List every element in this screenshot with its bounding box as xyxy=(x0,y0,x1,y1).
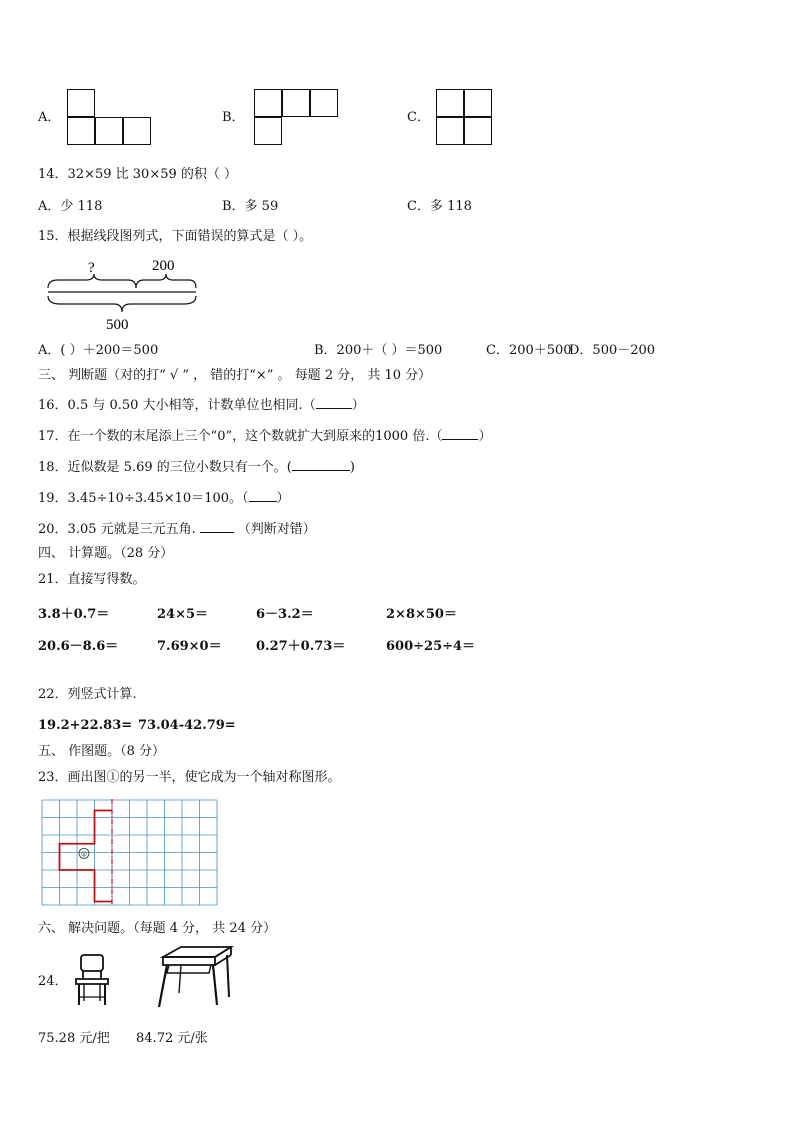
q15-option-b: B．200＋（ ）＝500 xyxy=(314,343,443,358)
chair-image xyxy=(72,953,112,1009)
q21-stem: 21．直接写得数。 xyxy=(38,572,146,587)
answer-blank[interactable] xyxy=(292,458,350,471)
diagram-top-200: 200 xyxy=(152,258,175,274)
option-b-label: B． xyxy=(222,110,245,125)
q15-stem: 15．根据线段图列式，下面错误的算式是（ ）。 xyxy=(38,229,313,244)
calc-item: 3.8＋0.7＝ xyxy=(38,607,110,622)
option-c-label: C． xyxy=(407,110,430,125)
q14-option-c: C．多 118 xyxy=(407,199,472,214)
vertical-calc-item: 19.2+22.83= xyxy=(38,718,133,733)
answer-blank[interactable] xyxy=(442,427,478,440)
q24-number: 24． xyxy=(38,974,68,989)
section-3-heading: 三、 判断题（对的打“ √ ” ， 错的打“×” 。 每题 2 分， 共 10 分） xyxy=(38,368,432,383)
q15-option-c: C．200＋500 xyxy=(486,343,572,358)
calc-item: 20.6－8.6＝ xyxy=(38,639,119,654)
q18: 18．近似数是 5.69 的三位小数只有一个。( ) xyxy=(38,460,355,475)
line-segment-diagram xyxy=(44,256,204,338)
calc-item: 24×5＝ xyxy=(157,607,209,622)
vertical-calc-item: 73.04-42.79= xyxy=(138,718,236,733)
q24-prices xyxy=(38,1031,208,1047)
q14-stem: 14．32×59 比 30×59 的积（ ） xyxy=(38,167,238,182)
q14-option-b: B．多 59 xyxy=(222,199,279,214)
calc-item: 0.27＋0.73＝ xyxy=(256,639,346,654)
option-a-label: A． xyxy=(38,110,61,125)
q16: 16．0.5 与 0.50 大小相等，计数单位也相同.（ ） xyxy=(38,398,365,413)
q14-option-a: A．少 118 xyxy=(38,199,103,214)
desk-image xyxy=(155,945,235,1009)
diagram-bottom-500: 500 xyxy=(106,317,129,333)
chair-price: 75.28 元/把 xyxy=(38,1031,110,1046)
answer-blank[interactable] xyxy=(316,396,352,409)
q19: 19．3.45÷10÷3.45×10＝100。（ ） xyxy=(38,491,290,506)
q22-stem: 22．列竖式计算. xyxy=(38,687,137,702)
q15-option-d: D．500－200 xyxy=(569,343,656,358)
answer-blank[interactable] xyxy=(200,520,234,533)
q15-option-a: A．( ）＋200＝500 xyxy=(38,343,159,358)
calc-item: 6－3.2＝ xyxy=(256,607,314,622)
drawing-grid[interactable] xyxy=(40,798,226,914)
diagram-question-mark: ? xyxy=(88,260,95,276)
section-4-heading: 四、 计算题。（28 分） xyxy=(38,546,174,561)
calc-item: 600÷25÷4＝ xyxy=(386,639,476,654)
section-6-heading: 六、 解决问题。（每题 4 分， 共 24 分） xyxy=(38,921,277,936)
figure-label: ① xyxy=(80,849,88,859)
q20: 20．3.05 元就是三元五角. （判断对错） xyxy=(38,522,316,537)
calc-item: 2×8×50＝ xyxy=(386,607,457,622)
desk-price: 84.72 元/张 xyxy=(136,1031,208,1046)
section-5-heading: 五、 作图题。（8 分） xyxy=(38,744,166,759)
answer-blank[interactable] xyxy=(249,489,277,502)
q17: 17．在一个数的末尾添上三个“0”，这个数就扩大到原来的1000 倍.（ ） xyxy=(38,429,492,444)
q23-stem: 23．画出图①的另一半，使它成为一个轴对称图形。 xyxy=(38,770,341,785)
calc-item: 7.69×0＝ xyxy=(157,639,222,654)
